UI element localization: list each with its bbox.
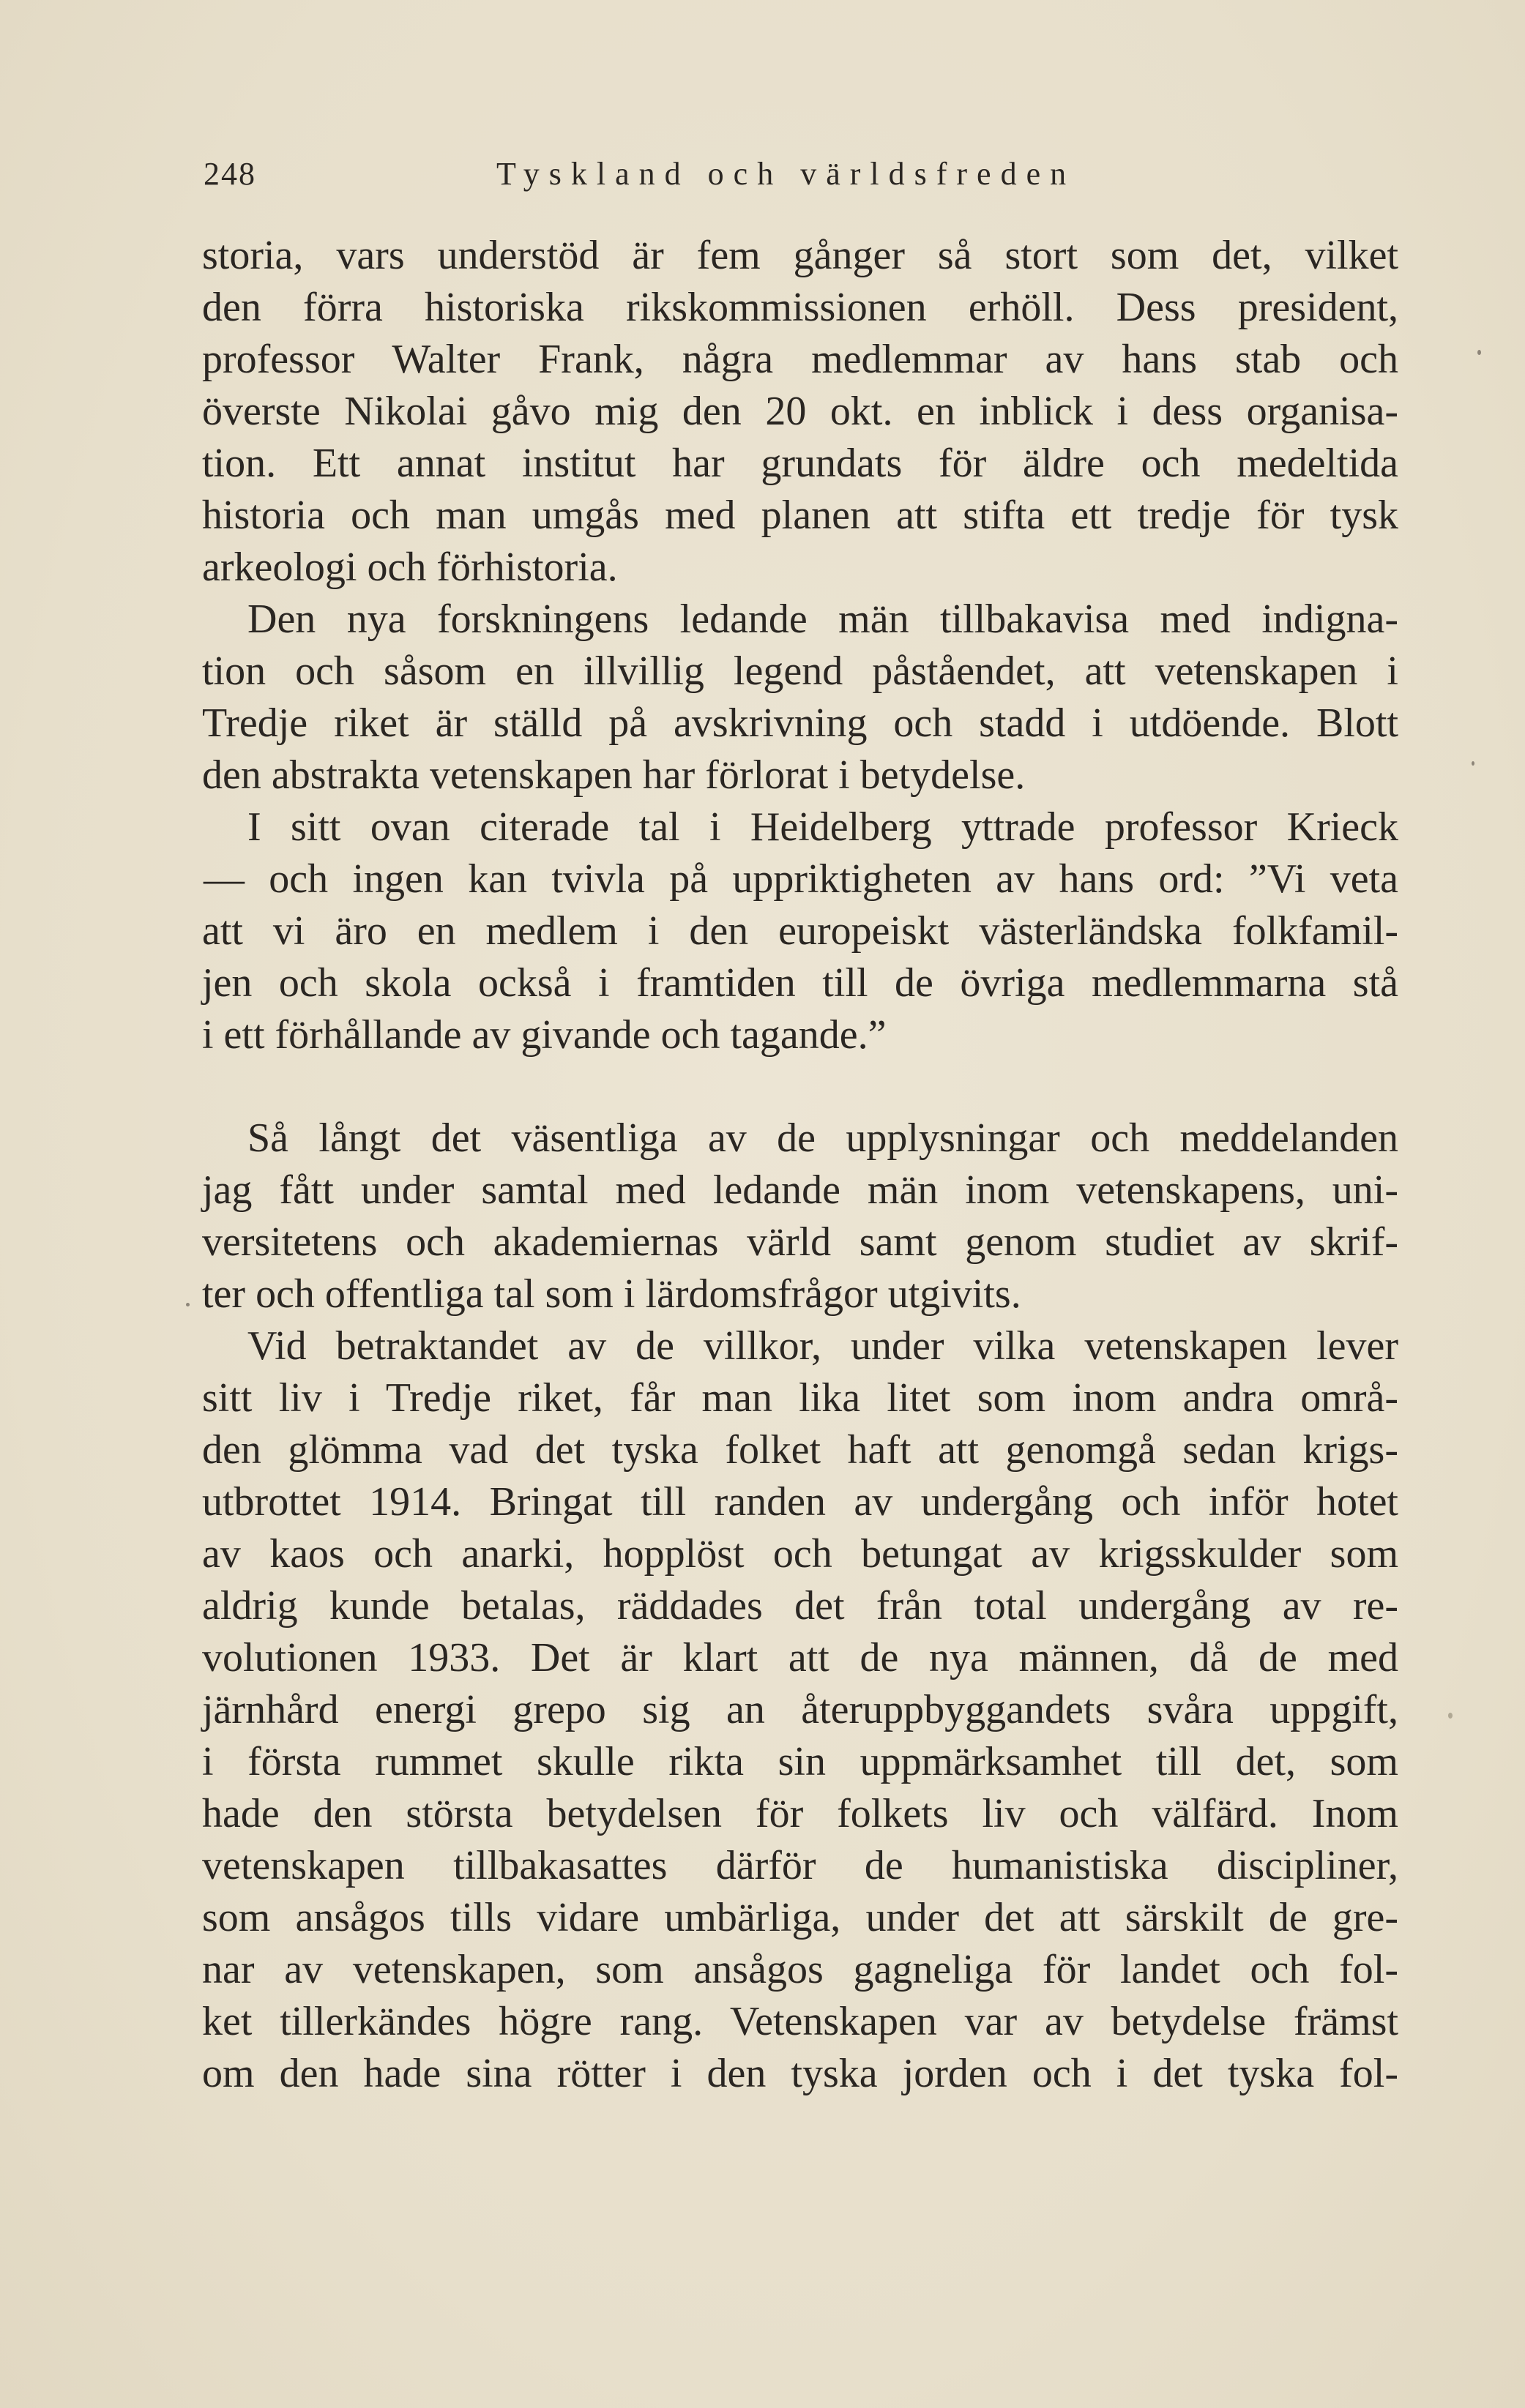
text-line: jen och skola också i framtiden till de övriga medlemmarna stå [202,960,1398,1006]
text-line: sitt liv i Tredje riket, får man lika litet som inom andra områ- [202,1375,1398,1421]
paragraph-1 [202,230,1398,594]
paragraph-2 [202,594,1398,801]
text-line: i första rummet skulle rikta sin uppmärksamhet till det, som [202,1739,1398,1784]
text-line: att vi äro en medlem i den europeiskt västerländska folkfamil- [202,908,1398,954]
text-line: storia, vars understöd är fem gånger så stort som det, vilket [202,233,1398,278]
paragraph-4 [202,1113,1398,1320]
text-line: den abstrakta vetenskapen har förlorat i betydelse. [202,752,1026,798]
text-line: Så långt det väsentliga av de upplysningar och meddelanden [247,1115,1398,1161]
paper-speck [1448,1713,1453,1719]
text-line: hade den största betydelsen för folkets liv och välfärd. Inom [202,1791,1398,1836]
page-header [204,155,1123,199]
text-line: nar av vetenskapen, som ansågos gagneliga för landet och fol- [202,1947,1398,1992]
body-text [202,230,1398,2100]
text-line: — och ingen kan tvivla på uppriktigheten av hans ord: ”Vi veta [204,856,1398,902]
running-title: Tyskland och världsfreden [496,156,1076,192]
text-line: den förra historiska rikskommissionen erhöll. Dess president, [202,285,1398,330]
text-line: Vid betraktandet av de villkor, under vilka vetenskapen lever [247,1323,1398,1369]
text-line: ter och offentliga tal som i lärdomsfrågor utgivits. [202,1271,1021,1317]
text-line: järnhård energi grepo sig an återuppbyggandets svåra uppgift, [202,1687,1398,1732]
text-line: vetenskapen tillbakasattes därför de humanistiska discipliner, [202,1843,1398,1888]
text-line: om den hade sina rötter i den tyska jorden och i det tyska fol- [202,2051,1398,2096]
text-line: Den nya forskningens ledande män tillbakavisa med indigna- [247,597,1398,642]
text-line: arkeologi och förhistoria. [202,545,618,590]
text-line: som ansågos tills vidare umbärliga, under det att särskilt de gre- [202,1895,1398,1940]
text-line: i ett förhållande av givande och tagande.” [202,1012,887,1058]
paper-speck [186,1303,190,1306]
text-line: den glömma vad det tyska folket haft att genomgå sedan krigs- [202,1427,1398,1473]
text-line: tion. Ett annat institut har grundats för äldre och medeltida [202,441,1398,486]
text-line: ket tillerkändes högre rang. Vetenskapen var av betydelse främst [202,1999,1398,2044]
paragraph-3 [202,801,1398,1061]
text-line: volutionen 1933. Det är klart att de nya männen, då de med [202,1635,1398,1680]
paragraph-5 [202,1320,1398,2100]
text-line: av kaos och anarki, hopplöst och betungat av krigsskulder som [202,1531,1398,1577]
text-line: tion och såsom en illvillig legend påståendet, att vetenskapen i [202,648,1398,694]
paper-speck [1477,350,1481,355]
text-line: aldrig kunde betalas, räddades det från total undergång av re- [202,1583,1398,1629]
text-line: jag fått under samtal med ledande män inom vetenskapens, uni- [202,1167,1398,1213]
page-number: 248 [204,156,256,192]
text-line: I sitt ovan citerade tal i Heidelberg yttrade professor Krieck [247,804,1398,850]
text-line: professor Walter Frank, några medlemmar av hans stab och [202,337,1398,382]
text-line: Tredje riket är ställd på avskrivning och stadd i utdöende. Blott [202,700,1398,746]
section-break [202,1061,1398,1113]
text-line: överste Nikolai gåvo mig den 20 okt. en inblick i dess organisa- [202,389,1398,434]
paper-speck [1472,761,1474,766]
text-line: versitetens och akademiernas värld samt genom studiet av skrif- [202,1219,1398,1265]
text-line: historia och man umgås med planen att stifta ett tredje för tysk [202,493,1398,538]
text-line: utbrottet 1914. Bringat till randen av undergång och inför hotet [202,1479,1398,1525]
